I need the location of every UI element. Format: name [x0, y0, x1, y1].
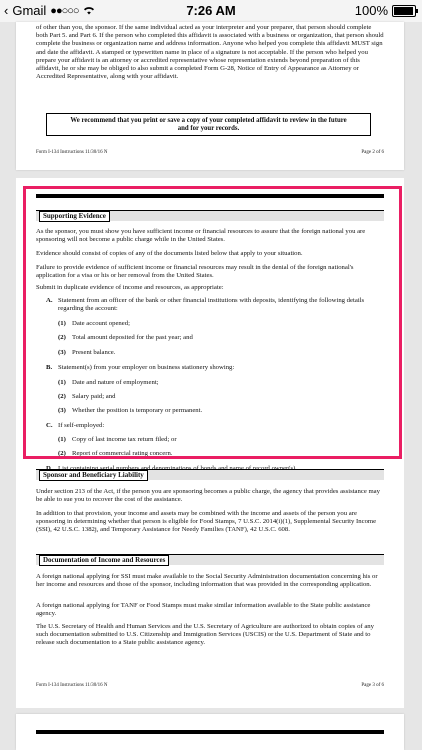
- sublist-label: (2): [58, 393, 66, 400]
- footer-form-id: Form I-134 Instructions 11/30/16 N: [36, 150, 108, 155]
- sublist-label: (2): [58, 334, 66, 341]
- list-item-text: Statement(s) from your employer on business stationery showing:: [58, 364, 235, 371]
- document-page-2: [16, 22, 404, 170]
- document-page-3: [16, 178, 404, 708]
- sublist-label: (3): [58, 407, 66, 414]
- document-page-4: [16, 714, 404, 750]
- liability-paragraph-2: In addition to that provision, your income and assets may be combined with the income and assets of the person you are sponsoring in determining whether that person is eligible for Food Stamps, 7 U.S.C. 2014(i)(1), Supplemental Security Income (SSI), 42 U.S.C. 1382j, and Temporary Assistance for Needy Families (TANF), 42 U.S.C. 608.: [36, 510, 377, 534]
- list-label: A.: [46, 297, 53, 304]
- supporting-paragraph-1: As the sponsor, you must show you have sufficient income or financial resources to assure that the foreign national you are sponsoring will not become a public charge while in the United States.: [36, 228, 366, 244]
- section-header-documentation: [36, 554, 384, 565]
- signal-icon: ●●○○○: [50, 4, 79, 17]
- sublist-text: Report of commercial rating concern.: [72, 450, 173, 457]
- list-label: B.: [46, 364, 53, 371]
- footer-page-number: Page 2 of 6: [361, 150, 384, 155]
- page-top-rule: [36, 730, 384, 734]
- page-footer: [36, 683, 384, 688]
- notice-box: [46, 113, 371, 136]
- list-label: C.: [46, 422, 53, 429]
- supporting-paragraph-4: Submit in duplicate evidence of income and resources, as appropriate:: [36, 284, 224, 291]
- sublist-label: (2): [58, 450, 66, 457]
- status-bar: [0, 0, 422, 22]
- sublist-text: Total amount deposited for the past year; and: [72, 334, 193, 341]
- battery-icon: [392, 5, 416, 17]
- list-item-text: If self-employed:: [58, 422, 105, 429]
- preparer-paragraph: of other than you, the sponsor. If the same individual acted as your interpreter and your preparer, that person should complete both Part 5. and Part 6. If the person who completed this affidavit is associated with a business or organization, that person should complete the business or organization name and address information. Anyone who helped you complete this affidavit MUST sign and date the affidavit. A stamped or typewritten name in place of a signature is not acceptable. If the person who helped you prepare your affidavit is an attorney or accredited representative whose representation extends beyond preparation of this affidavit, he or she may be obliged to also submit a completed Form G-28, Notice of Entry of Appearance as Attorney or Accredited Representative, along with your affidavit.: [36, 24, 384, 81]
- clock: 7:26 AM: [186, 3, 236, 18]
- sublist-text: Date account opened;: [72, 320, 130, 327]
- documentation-paragraph-3: The U.S. Secretary of Health and Human Services and the U.S. Secretary of Agriculture are authorized to obtain copies of any such documentation submitted to U.S. Citizenship and Immigration Services (USCIS) or the U.S. Department of State and to release such documentation to a State public assistance agency.: [36, 623, 374, 647]
- list-item-text: Statement from an officer of the bank or other financial institutions with deposits, identifying the following details regarding the account:: [58, 297, 365, 313]
- sublist-text: Date and nature of employment;: [72, 379, 159, 386]
- carrier-label: Gmail: [12, 3, 47, 18]
- sublist-label: (3): [58, 349, 66, 356]
- battery-group: [355, 3, 416, 18]
- section-title: Supporting Evidence: [39, 211, 110, 222]
- page-top-rule: [36, 194, 384, 198]
- documentation-paragraph-2: A foreign national applying for TANF or Food Stamps must make similar information available to the State public assistance agency.: [36, 602, 371, 618]
- section-header-supporting-evidence: [36, 210, 384, 221]
- back-chevron-icon[interactable]: ‹: [4, 3, 9, 18]
- sublist-label: (1): [58, 320, 66, 327]
- notice-text: We recommend that you print or save a copy of your completed affidavit to review in the future and for your records.: [70, 116, 347, 132]
- supporting-paragraph-3: Failure to provide evidence of sufficient income or financial resources may result in the denial of the foreign national's application for a visa or his or her removal from the United States.: [36, 264, 354, 280]
- footer-form-id: Form I-134 Instructions 11/30/16 N: [36, 683, 108, 688]
- supporting-paragraph-2: Evidence should consist of copies of any of the documents listed below that apply to your situation.: [36, 250, 303, 257]
- section-header-liability: [36, 469, 384, 480]
- footer-page-number: Page 3 of 6: [361, 683, 384, 688]
- sublist-text: Whether the position is temporary or permanent.: [72, 407, 203, 414]
- page-footer: [36, 150, 384, 155]
- section-title: Sponsor and Beneficiary Liability: [39, 470, 148, 481]
- documentation-paragraph-1: A foreign national applying for SSI must make available to the Social Security Administration documentation concerning his or her income and resources and those of the sponsor, including information that was provided in the corresponding application.: [36, 573, 378, 589]
- sublist-text: Present balance.: [72, 349, 116, 356]
- sublist-label: (1): [58, 379, 66, 386]
- section-title: Documentation of Income and Resources: [39, 555, 169, 566]
- sublist-label: (1): [58, 436, 66, 443]
- battery-percent: 100%: [354, 3, 388, 18]
- sublist-text: Copy of last income tax return filed; or: [72, 436, 177, 443]
- liability-paragraph-1: Under section 213 of the Act, if the person you are sponsoring becomes a public charge, the agency that provides assistance may be able to sue you to recover the cost of the assistance.: [36, 488, 380, 504]
- sublist-text: Salary paid; and: [72, 393, 116, 400]
